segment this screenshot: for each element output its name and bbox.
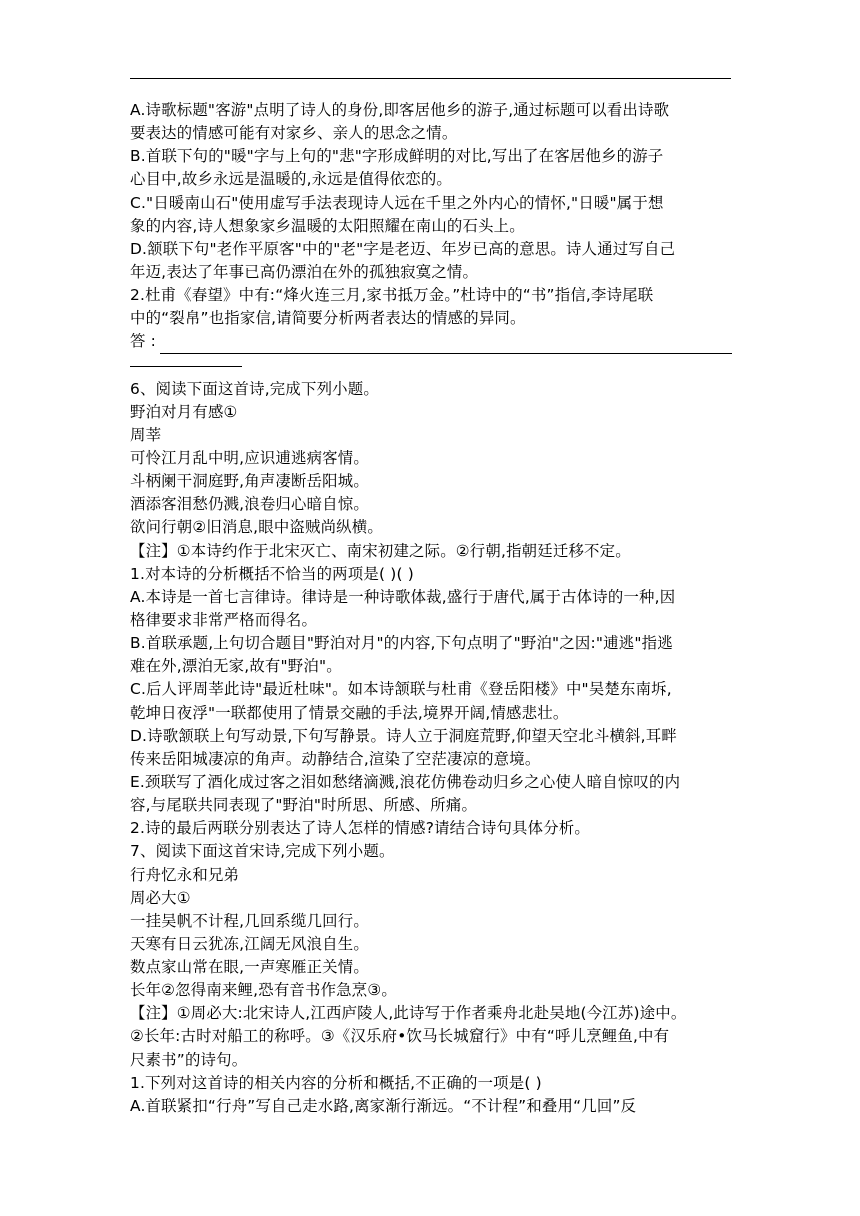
block2-text-line: 天寒有日云犹冻,江阔无风浪自生。 <box>130 934 369 953</box>
answer-blank <box>160 336 732 354</box>
block2-text-line: ②长年:古时对船工的称呼。③《汉乐府•饮马长城窟行》中有“呼儿烹鲤鱼,中有 <box>130 1027 670 1046</box>
block1-text-line: 中的“裂帛”也指家信,请简要分析两者表达的情感的异同。 <box>130 309 526 328</box>
block1-text-line: 要表达的情感可能有对家乡、亲人的思念之情。 <box>130 124 458 143</box>
block2-text-line: 欲问行朝②旧消息,眼中盗贼尚纵横。 <box>130 518 383 537</box>
answer-line <box>130 330 732 353</box>
block2-text-line: 数点家山常在眼,一声寒雁正关情。 <box>130 958 369 977</box>
block2-text-line: 传来岳阳城凄凉的角声。动静结合,渲染了空茫凄凉的意境。 <box>130 749 541 768</box>
block2-text-line: E.颈联写了酒化成过客之泪如愁绪滴溅,浪花仿佛卷动归乡之心使人暗自惊叹的内 <box>130 772 681 791</box>
block1-text-line: B.首联下句的"暖"字与上句的"悲"字形成鲜明的对比,写出了在客居他乡的游子 <box>130 147 664 166</box>
block2-text-line: 周必大① <box>130 888 191 907</box>
block2-text-line: 尺素书”的诗句。 <box>130 1050 248 1069</box>
block2-text-line: 斗柄阑干洞庭野,角声凄断岳阳城。 <box>130 472 369 491</box>
block2-text-line: 2.诗的最后两联分别表达了诗人怎样的情感?请结合诗句具体分析。 <box>130 819 590 838</box>
block1-text-line: 年迈,表达了年事已高仍漂泊在外的孤独寂寞之情。 <box>130 262 479 281</box>
block2-text-line: 乾坤日夜浮"一联都使用了情景交融的手法,境界开阔,情感悲壮。 <box>130 703 569 722</box>
block2-text-line: 可怜江月乱中明,应识逋逃病客情。 <box>130 448 369 467</box>
block2-text-line: 难在外,漂泊无家,故有"野泊"。 <box>130 657 342 676</box>
block1-text-line: C."日暖南山石"使用虚写手法表现诗人远在千里之外内心的情怀,"日暖"属于想 <box>130 193 664 212</box>
block2-text-line: 1.下列对这首诗的相关内容的分析和概括,不正确的一项是( ) <box>130 1073 542 1092</box>
block2-text-line: 6、阅读下面这首诗,完成下列小题。 <box>130 379 379 398</box>
block1-text-line: 象的内容,诗人想象家乡温暖的太阳照耀在南山的石头上。 <box>130 216 525 235</box>
block2-text-line: 格律要求非常严格而得名。 <box>130 610 318 629</box>
block1-text-line: A.诗歌标题"客游"点明了诗人的身份,即客居他乡的游子,通过标题可以看出诗歌 <box>130 101 670 119</box>
answer-blank-continuation <box>130 354 242 367</box>
document-body <box>130 99 732 1118</box>
block2-text-line: 【注】①本诗约作于北宋灭亡、南宋初建之际。②行朝,指朝廷迁移不定。 <box>130 541 631 560</box>
block2-text-line: 1.对本诗的分析概括不恰当的两项是( )( ) <box>130 564 414 583</box>
block1-text-line: D.颔联下句"老作平原客"中的"老"字是老迈、年岁已高的意思。诗人通过写自己 <box>130 239 676 258</box>
answer-label: 答 : <box>130 332 157 351</box>
block2-text-line: 【注】①周必大:北宋诗人,江西庐陵人,此诗写于作者乘舟北赴吴地(今江苏)途中。 <box>130 1004 687 1023</box>
block2-text-line: 长年②忽得南来鲤,恐有音书作急烹③。 <box>130 981 397 1000</box>
block2-text-line: 容,与尾联共同表现了"野泊"时所思、所感、所痛。 <box>130 796 478 815</box>
block2-text-line: 7、阅读下面这首宋诗,完成下列小题。 <box>130 842 395 861</box>
block2-text-line: 酒添客泪愁仍溅,浪卷归心暗自惊。 <box>130 495 369 514</box>
header-rule <box>130 78 731 79</box>
block2-text-line: 周莘 <box>130 425 162 444</box>
question-5-block <box>130 99 732 330</box>
block2-text-line: 野泊对月有感① <box>130 402 238 421</box>
block2-text-line: 一挂吴帆不计程,几回系缆几回行。 <box>130 911 369 930</box>
block2-text-line: A.本诗是一首七言律诗。律诗是一种诗歌体裁,盛行于唐代,属于古体诗的一种,因 <box>130 587 676 606</box>
block1-text-line: 2.杜甫《春望》中有:“烽火连三月,家书抵万金。”杜诗中的“书”指信,李诗尾联 <box>130 286 654 305</box>
block2-text-line: 行舟忆永和兄弟 <box>130 865 240 884</box>
block2-text-line: A.首联紧扣“行舟”写自己走水路,离家渐行渐远。“不计程”和叠用“几回”反 <box>130 1096 637 1115</box>
questions-6-7-block <box>130 378 732 1119</box>
block2-text-line: C.后人评周莘此诗"最近杜味"。如本诗颔联与杜甫《登岳阳楼》中"吴楚东南坼, <box>130 680 672 699</box>
block1-text-line: 心目中,故乡永远是温暖的,永远是值得依恋的。 <box>130 170 452 189</box>
block2-text-line: B.首联承题,上句切合题目"野泊对月"的内容,下句点明了"野泊"之因:"逋逃"指逃 <box>130 634 673 653</box>
block2-text-line: D.诗歌颔联上句写动景,下句写静景。诗人立于洞庭荒野,仰望天空北斗横斜,耳畔 <box>130 726 677 745</box>
